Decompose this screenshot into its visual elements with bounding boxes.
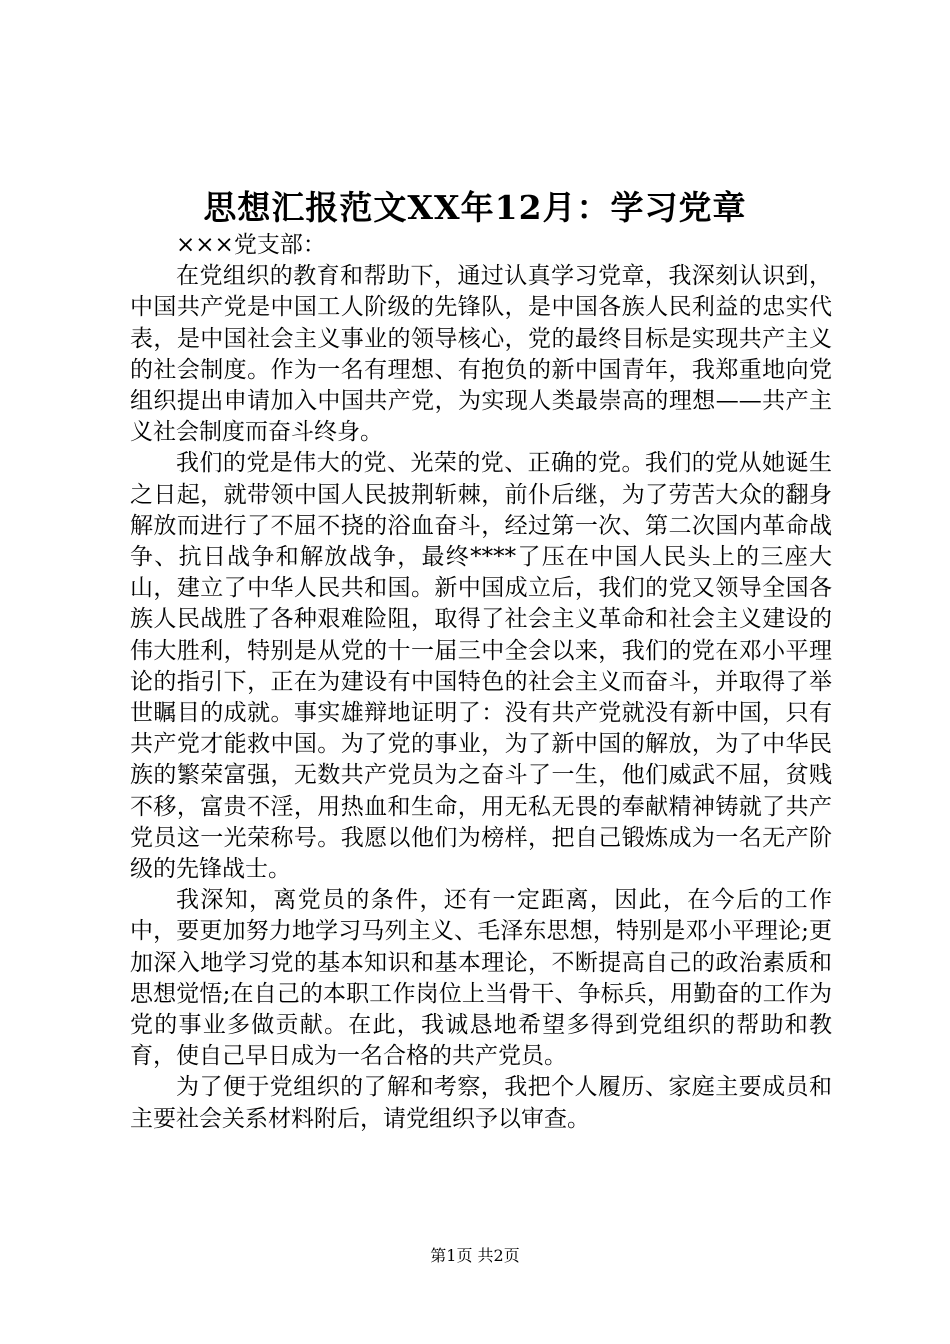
paragraph-2: 我们的党是伟大的党、光荣的党、正确的党。我们的党从她诞生之日起，就带领中国人民披荆斩棘，前仆后继，为了劳苦大众的翻身解放而进行了不屈不挠的浴血奋斗，经过第一次、第二次国内革命战争、抗日战争和解放战争，最终****了压在中国人民头上的三座大山，建立了中华人民共和国。新中国成立后，我们的党又领导全国各族人民战胜了各种艰难险阻，取得了社会主义革命和社会主义建设的伟大胜利，特别是从党的十一届三中全会以来，我们的党在邓小平理论的指引下，正在为建设有中国特色的社会主义而奋斗，并取得了举世瞩目的成就。事实雄辩地证明了：没有共产党就没有新中国，只有共产党才能救中国。为了党的事业，为了新中国的解放，为了中华民族的繁荣富强，无数共产党员为之奋斗了一生，他们威武不屈，贫贱不移，富贵不淫，用热血和生命，用无私无畏的奉献精神铸就了共产党员这一光荣称号。我愿以他们为榜样，把自己锻炼成为一名无产阶级的先锋战士。 (130, 450, 832, 883)
page-indicator: 第1页 共2页 (430, 1246, 520, 1265)
salutation: ×××党支部： (176, 232, 326, 258)
document-body (130, 230, 832, 1135)
page-footer (0, 1245, 950, 1267)
paragraph-4: 为了便于党组织的了解和考察，我把个人履历、家庭主要成员和主要社会关系材料附后，请党组织予以审查。 (130, 1074, 832, 1132)
document-title: 思想汇报范文XX年12月：学习党章 (203, 188, 747, 227)
paragraph-3: 我深知，离党员的条件，还有一定距离，因此，在今后的工作中，要更加努力地学习马列主义、毛泽东思想，特别是邓小平理论;更加深入地学习党的基本知识和基本理论，不断提高自己的政治素质和思想觉悟;在自己的本职工作岗位上当骨干、争标兵，用勤奋的工作为党的事业多做贡献。在此，我诚恳地希望多得到党组织的帮助和教育，使自己早日成为一名合格的共产党员。 (130, 887, 832, 1070)
paragraph-1: 在党组织的教育和帮助下，通过认真学习党章，我深刻认识到，中国共产党是中国工人阶级的先锋队，是中国各族人民利益的忠实代表，是中国社会主义事业的领导核心，党的最终目标是实现共产主义的社会制度。作为一名有理想、有抱负的新中国青年，我郑重地向党组织提出申请加入中国共产党，为实现人类最崇高的理想——共产主义社会制度而奋斗终身。 (130, 263, 832, 446)
